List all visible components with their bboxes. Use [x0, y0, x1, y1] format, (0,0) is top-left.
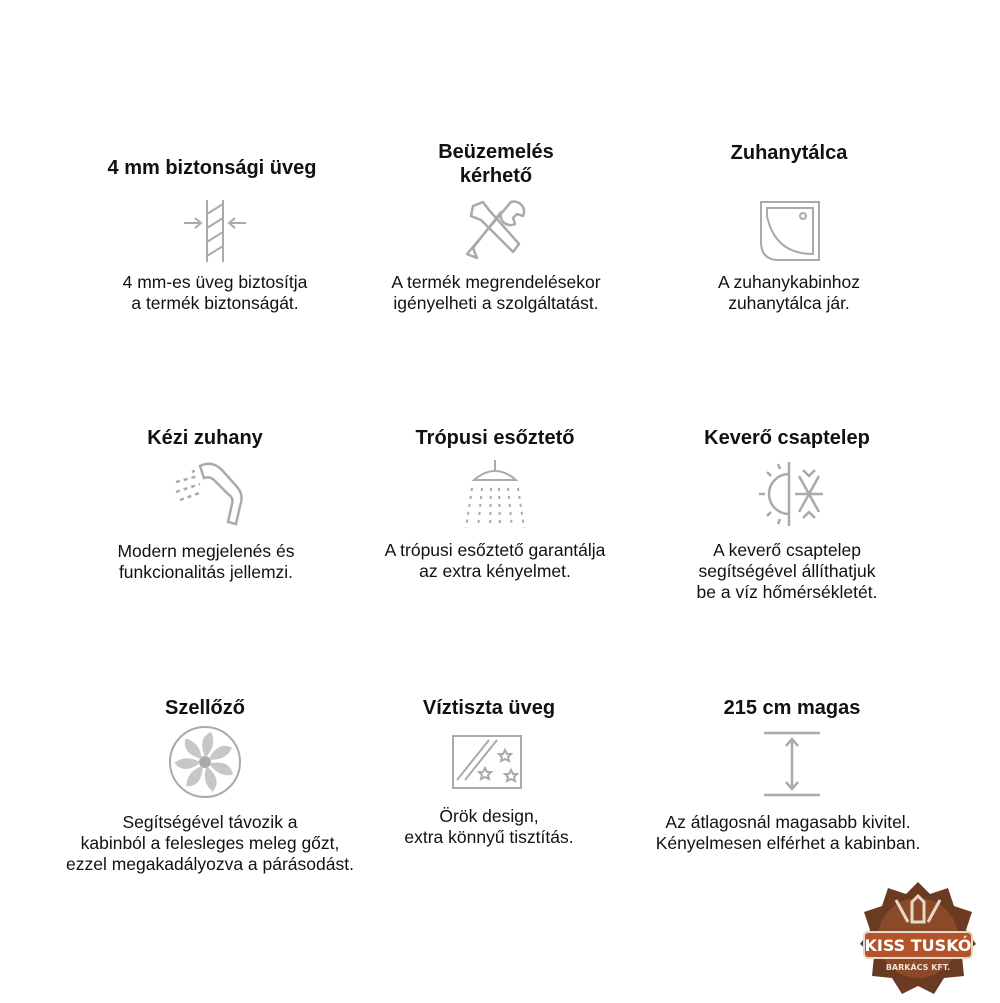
rain-shower-icon [460, 458, 530, 530]
safety-glass-icon [180, 196, 250, 266]
feature-desc: A trópusi esőztető garantálja az extra kényelmet. [384, 540, 606, 581]
logo-brand: KISS TUSKÓ [864, 936, 972, 955]
feature-title: Beüzemelés kérhető [438, 141, 554, 187]
feature-desc: A termék megrendelésekor igényelheti a szolgáltatást. [391, 272, 601, 313]
feature-desc: A keverő csaptelep segítségével állíthatjuk be a víz hőmérsékletét. [696, 540, 878, 602]
feature-desc: 4 mm-es üveg biztosítja a termék biztonságát. [122, 272, 308, 313]
feature-title: Zuhanytálca [730, 142, 848, 164]
feature-desc: A zuhanykabinhoz zuhanytálca jár. [717, 272, 861, 313]
logo-sub: BARKÁCS KFT. [885, 963, 951, 972]
feature-desc: Segítségével távozik a kabinból a felesleges meleg gőzt, ezzel megakadályozva a párásodást. [66, 812, 354, 874]
height-icon [762, 730, 822, 798]
hot-cold-mixer-icon [751, 458, 827, 530]
feature-desc: Az átlagosnál magasabb kivitel. Kényelmesen elférhet a kabinban. [655, 812, 921, 853]
tools-icon [461, 196, 531, 266]
feature-desc: Modern megjelenés és funkcionalitás jellemzi. [117, 541, 295, 582]
feature-desc: Örök design, extra könnyű tisztítás. [404, 806, 574, 847]
kiss-tusko-logo [858, 878, 978, 998]
feature-title: Keverő csaptelep [704, 427, 870, 449]
feature-mixer-tap [607, 426, 967, 450]
ventilation-fan-icon [167, 724, 243, 800]
feature-height [612, 696, 972, 720]
feature-title: 4 mm biztonsági üveg [107, 157, 317, 179]
feature-title: Trópusi esőztető [415, 427, 575, 449]
feature-title: 215 cm magas [723, 697, 861, 719]
feature-title: Kézi zuhany [147, 427, 263, 449]
feature-shower-tray [609, 141, 969, 165]
clear-glass-icon [451, 734, 523, 790]
feature-title: Szellőző [164, 697, 245, 719]
shower-tray-icon [755, 196, 825, 266]
hand-shower-icon [170, 458, 250, 530]
feature-title: Víztiszta üveg [422, 697, 556, 719]
